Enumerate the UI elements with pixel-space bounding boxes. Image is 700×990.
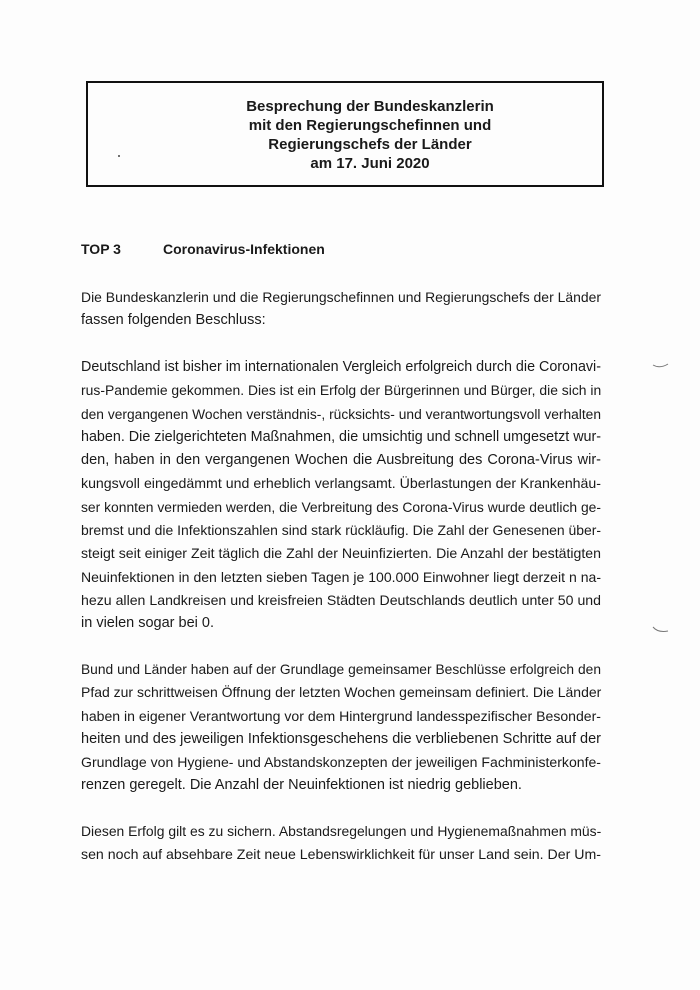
title-line: am 17. Juni 2020 xyxy=(310,155,430,172)
text-line: Diesen Erfolg gilt es zu sichern. Abstandsregelungen und Hygienemaßnahmen müs- xyxy=(81,823,602,839)
text-line: steigt seit einiger Zeit täglich die Zahl der Neuinfizierten. Die Anzahl der bestätigten xyxy=(81,545,601,562)
margin-mark xyxy=(652,624,672,636)
title-line: Besprechung der Bundeskanzlerin xyxy=(246,98,494,115)
text-line: Grundlage von Hygiene- und Abstandskonzepten der jeweiligen Fachministerkonfe- xyxy=(81,754,601,771)
text-line: bremst und die Infektionszahlen sind stark rückläufig. Die Zahl der Genesenen über- xyxy=(81,522,601,539)
text-line: Die Bundeskanzlerin und die Regierungschefinnen und Regierungschefs der Länder xyxy=(81,289,601,305)
margin-mark xyxy=(652,360,672,370)
text-line: fassen folgenden Beschluss: xyxy=(81,312,266,329)
title-line: Regierungschefs der Länder xyxy=(268,136,472,153)
text-line: heiten und des jeweiligen Infektionsgeschehens die verbliebenen Schritte auf der xyxy=(81,730,601,747)
text-line: haben. Die zielgerichteten Maßnahmen, die umsichtig und schnell umgesetzt wur- xyxy=(81,428,602,445)
text-line: in vielen sogar bei 0. xyxy=(81,615,214,632)
text-line: kungsvoll eingedämmt und erheblich verlangsamt. Überlastungen der Krankenhäu- xyxy=(81,475,601,492)
text-line: Deutschland ist bisher im internationalen Vergleich erfolgreich durch die Coronavi- xyxy=(81,359,601,375)
title-box xyxy=(86,81,604,187)
paragraph-success xyxy=(81,820,601,867)
text-line: rus-Pandemie gekommen. Dies ist ein Erfolg der Bürgerinnen und Bürger, die sich in xyxy=(81,382,602,399)
section-number: TOP 3 xyxy=(81,241,121,257)
text-line: ser konnten vermieden werden, die Verbreitung des Corona-Virus wurde deutlich ge- xyxy=(81,498,601,515)
text-line: hezu allen Landkreisen und kreisfreien Städten Deutschlands deutlich unter 50 und xyxy=(81,591,601,608)
text-line: Pfad zur schrittweisen Öffnung der letzten Wochen gemeinsam definiert. Die Länder xyxy=(81,684,602,701)
text-line: sen noch auf absehbare Zeit neue Lebenswirklichkeit für unser Land sein. Der Um- xyxy=(81,846,601,863)
text-line: Neuinfektionen in den letzten sieben Tagen je 100.000 Einwohner liegt derzeit n na- xyxy=(81,568,601,585)
paragraph-federal-states xyxy=(81,658,601,798)
section-topic: Coronavirus-Infektionen xyxy=(163,241,325,257)
paragraph-situation xyxy=(81,356,601,636)
text-line: Bund und Länder haben auf der Grundlage gemeinsamer Beschlüsse erfolgreich den xyxy=(81,662,601,677)
text-line: den, haben in den vergangenen Wochen die Ausbreitung des Corona-Virus wir- xyxy=(81,452,601,469)
text-line: renzen geregelt. Die Anzahl der Neuinfektionen ist niedrig geblieben. xyxy=(81,777,522,794)
text-line: haben in eigener Verantwortung vor dem Hintergrund landesspezifischer Besonder- xyxy=(81,707,601,724)
title-line: mit den Regierungschefinnen und xyxy=(248,117,492,134)
paragraph-intro xyxy=(81,286,601,333)
scan-speck xyxy=(118,155,120,157)
text-line: den vergangenen Wochen verständnis-, rücksichts- und verantwortungsvoll verhalten xyxy=(81,406,601,422)
